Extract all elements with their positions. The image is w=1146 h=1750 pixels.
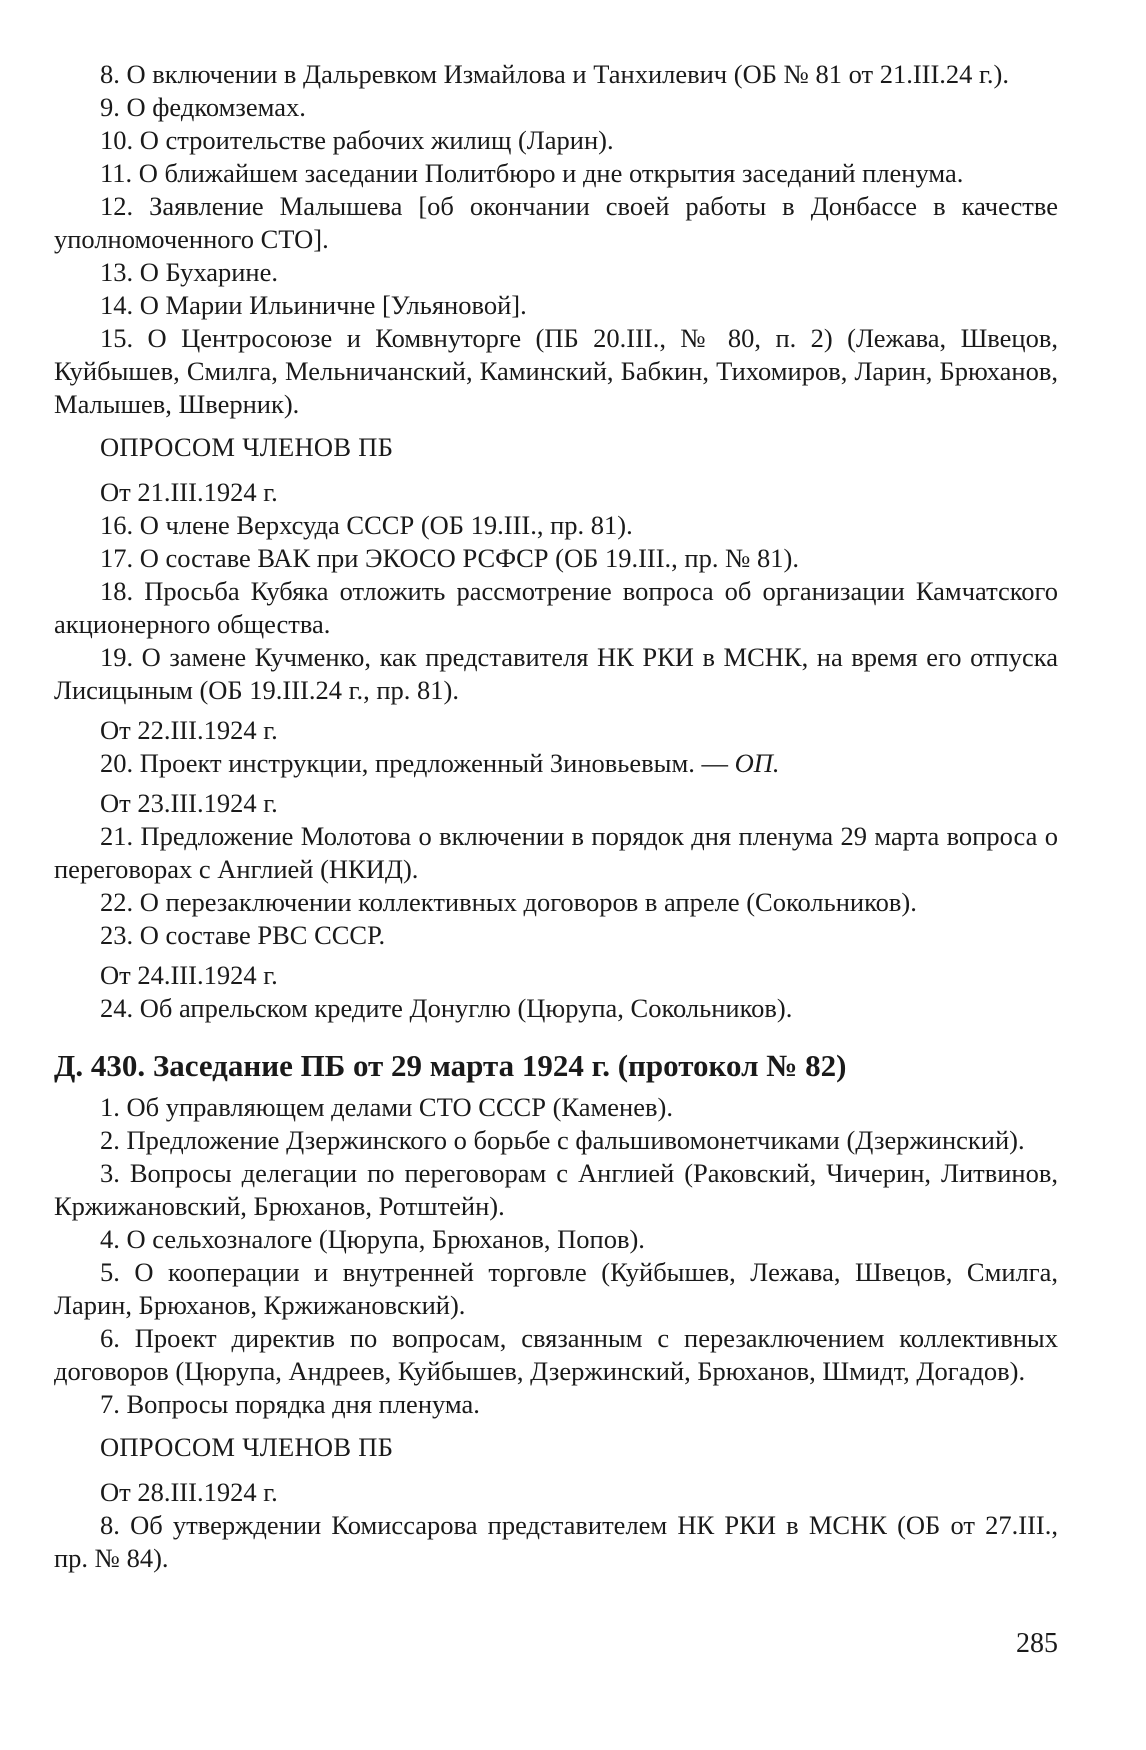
list-item: 7. Вопросы порядка дня пленума.	[100, 1389, 480, 1419]
list-item: 10. О строительстве рабочих жилищ (Ларин).	[100, 125, 614, 155]
poll-date: От 23.III.1924 г.	[100, 788, 278, 818]
list-item: 3. Вопросы делегации по переговорам с Англией (Раковский, Чичерин, Литвинов, Кржижановский, Брюханов, Ротштейн).	[54, 1158, 1058, 1221]
poll-date: От 24.III.1924 г.	[100, 960, 278, 990]
poll-heading: ОПРОСОМ ЧЛЕНОВ ПБ	[100, 432, 394, 462]
poll-date: От 21.III.1924 г.	[100, 477, 278, 507]
list-item: 22. О перезаключении коллективных договоров в апреле (Сокольников).	[100, 887, 917, 917]
list-item: 2. Предложение Дзержинского о борьбе с фальшивомонетчиками (Дзержинский).	[100, 1125, 1025, 1155]
list-item: 18. Просьба Кубяка отложить рассмотрение вопроса об организации Камчатского акционерного общества.	[54, 576, 1058, 639]
poll-date: От 28.III.1924 г.	[100, 1477, 278, 1507]
list-item: 21. Предложение Молотова о включении в порядок дня пленума 29 марта вопроса о переговорах с Англией (НКИД).	[54, 821, 1058, 884]
section-title: Д. 430. Заседание ПБ от 29 марта 1924 г. (протокол № 82)	[54, 1048, 847, 1083]
item-20-note: ОП.	[734, 748, 780, 778]
list-item	[54, 747, 1058, 780]
list-item: 8. О включении в Дальревком Измайлова и Танхилевич (ОБ № 81 от 21.III.24 г.).	[100, 59, 1010, 89]
list-item: 23. О составе РВС СССР.	[100, 920, 386, 950]
list-item: 5. О кооперации и внутренней торговле (Куйбышев, Лежава, Швецов, Смилга, Ларин, Брюханов, Кржижановский).	[54, 1257, 1058, 1320]
list-item: 24. Об апрельском кредите Донуглю (Цюрупа, Сокольников).	[100, 993, 793, 1023]
poll-date: От 22.III.1924 г.	[100, 715, 278, 745]
page-number: 285	[1016, 1628, 1058, 1659]
list-item: 17. О составе ВАК при ЭКОСО РСФСР (ОБ 19.III., пр. № 81).	[100, 543, 799, 573]
list-item: 4. О сельхозналоге (Цюрупа, Брюханов, Попов).	[100, 1224, 645, 1254]
list-item: 19. О замене Кучменко, как представителя НК РКИ в МСНК, на время его отпуска Лисицыным (ОБ 19.III.24 г., пр. 81).	[54, 642, 1058, 705]
list-item: 12. Заявление Малышева [об окончании своей работы в Донбассе в качестве уполномоченного СТО].	[54, 191, 1058, 254]
list-item: 13. О Бухарине.	[100, 257, 278, 287]
list-item: 8. Об утверждении Комиссарова представителем НК РКИ в МСНК (ОБ от 27.III., пр. № 84).	[54, 1510, 1058, 1573]
poll-heading: ОПРОСОМ ЧЛЕНОВ ПБ	[100, 1432, 394, 1462]
item-20-text: 20. Проект инструкции, предложенный Зиновьевым. —	[100, 748, 735, 778]
list-item: 14. О Марии Ильиничне [Ульяновой].	[100, 290, 527, 320]
list-item: 11. О ближайшем заседании Политбюро и дне открытия заседаний пленума.	[100, 158, 964, 188]
document-page	[54, 58, 1058, 1575]
list-item: 1. Об управляющем делами СТО СССР (Каменев).	[100, 1092, 673, 1122]
list-item: 16. О члене Верхсуда СССР (ОБ 19.III., пр. 81).	[100, 510, 633, 540]
list-item: 6. Проект директив по вопросам, связанным с перезаключением коллективных договоров (Цюрупа, Андреев, Куйбышев, Дзержинский, Брюханов, Шмидт, Догадов).	[54, 1323, 1058, 1386]
list-item: 15. О Центросоюзе и Комвнуторге (ПБ 20.III., № 80, п. 2) (Лежава, Швецов, Куйбышев, Смилга, Мельничанский, Каминский, Бабкин, Тихомиров, Ларин, Брюханов, Малышев, Шверник).	[54, 323, 1058, 419]
list-item: 9. О федкомземах.	[100, 92, 306, 122]
